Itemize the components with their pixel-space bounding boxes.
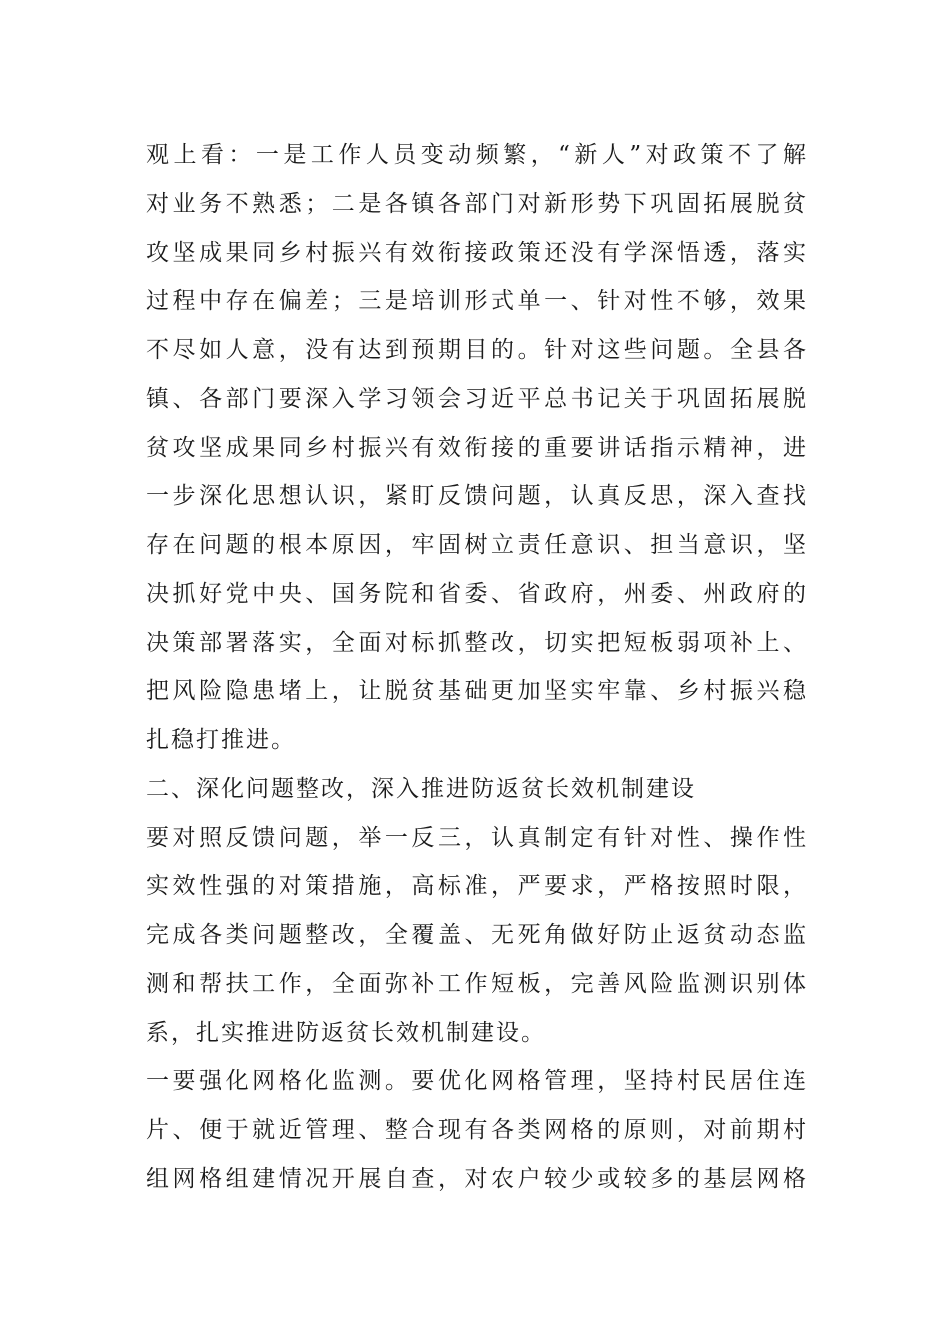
text-line: 系，扎实推进防返贫长效机制建设。 — [146, 1019, 546, 1046]
text-line: 对业务不熟悉；二是各镇各部门对新形势下巩固拓展脱贫 — [146, 190, 806, 217]
text-line: 贫攻坚成果同乡村振兴有效衔接的重要讲话指示精神，进 — [146, 434, 806, 461]
text-line: 镇、各部门要深入学习领会习近平总书记关于巩固拓展脱 — [146, 385, 806, 412]
text-line: 完成各类问题整改，全覆盖、无死角做好防止返贫动态监 — [146, 922, 806, 948]
text-line: 存在问题的根本原因，牢固树立责任意识、担当意识，坚 — [146, 532, 806, 558]
text-line: 测和帮扶工作，全面弥补工作短板，完善风险监测识别体 — [146, 970, 806, 997]
text-line: 一要强化网格化监测。要优化网格管理，坚持村民居住连 — [146, 1068, 806, 1095]
text-line: 要对照反馈问题，举一反三，认真制定有针对性、操作性 — [146, 824, 806, 851]
text-line: 决策部署落实，全面对标抓整改，切实把短板弱项补上、 — [146, 629, 806, 656]
text-line: 组网格组建情况开展自查，对农户较少或较多的基层网格 — [146, 1165, 806, 1192]
text-line: 决抓好党中央、国务院和省委、省政府，州委、州政府的 — [146, 580, 806, 607]
text-line: 把风险隐患堵上，让脱贫基础更加坚实牢靠、乡村振兴稳 — [146, 678, 806, 705]
text-line: 二、深化问题整改，深入推进防返贫长效机制建设 — [146, 775, 696, 802]
text-line: 实效性强的对策措施，高标准，严要求，严格按照时限， — [146, 873, 806, 900]
text-line: 一步深化思想认识，紧盯反馈问题，认真反思，深入查找 — [146, 483, 806, 510]
document-body — [146, 131, 806, 1204]
text-line: 攻坚成果同乡村振兴有效衔接政策还没有学深悟透，落实 — [146, 239, 806, 266]
text-line: 过程中存在偏差；三是培训形式单一、针对性不够，效果 — [146, 288, 806, 315]
text-line: 观上看：一是工作人员变动频繁，“新人”对政策不了解 — [146, 142, 806, 168]
text-line: 扎稳打推进。 — [146, 727, 296, 753]
text-line: 不尽如人意，没有达到预期目的。针对这些问题。全县各 — [146, 337, 806, 363]
text-line: 片、便于就近管理、整合现有各类网格的原则，对前期村 — [146, 1117, 806, 1143]
